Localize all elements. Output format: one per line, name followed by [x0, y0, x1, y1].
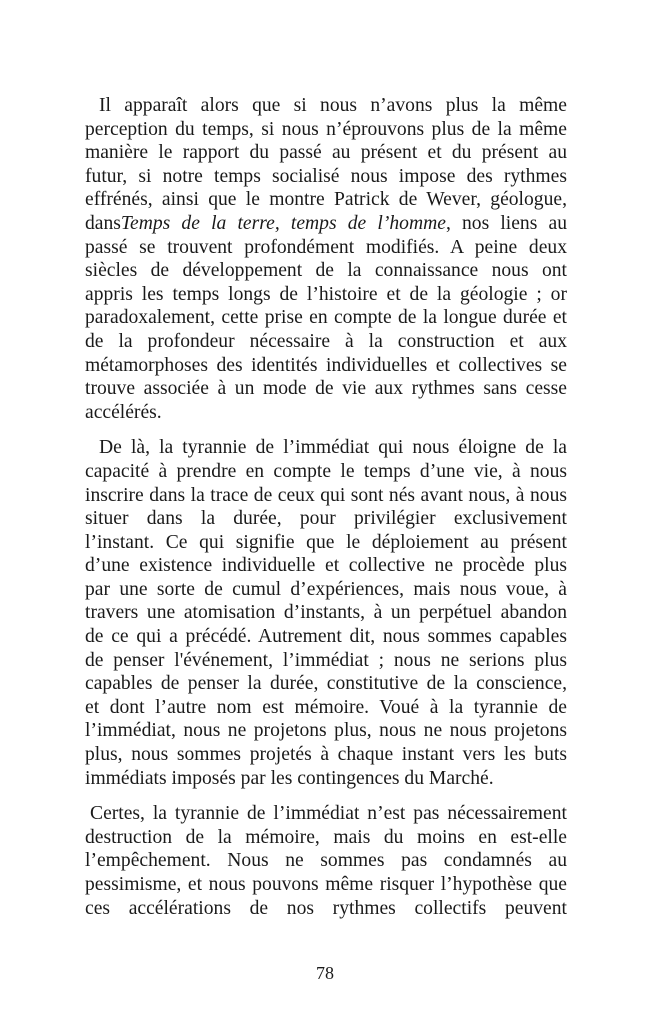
text-line: passé se trouvent profondément modifiés. A peine deux [85, 236, 567, 258]
text-line: de la profondeur nécessaire à la construction et aux [85, 330, 567, 352]
text-line: plus, nous sommes projetés à chaque instant vers les buts [85, 744, 567, 766]
text-line: effrénés, ainsi que le montre Patrick de Wever, géologue, [85, 189, 567, 211]
text-line: situer dans la durée, pour privilégier exclusivement [85, 508, 567, 530]
paragraph-1 [85, 94, 567, 424]
text-line: paradoxalement, cette prise en compte de la longue durée et [85, 307, 567, 329]
text-line: perception du temps, si nous n’éprouvons plus de la même [85, 118, 567, 140]
text-line: par une sorte de cumul d’expériences, mais nous voue, à [85, 578, 567, 600]
text-line: manière le rapport du passé au présent et du présent au [85, 142, 567, 164]
book-title: Temps de la terre, temps de l’homme [120, 212, 446, 234]
text-line: capables de penser la durée, constitutive de la conscience, [85, 673, 567, 695]
text-line: destruction de la mémoire, mais du moins en est-elle [85, 826, 567, 848]
text-line: d’une existence individuelle et collective ne procède plus [85, 555, 567, 577]
text-line: trouve associée à un mode de vie aux rythmes sans cesse [85, 378, 567, 400]
text-after-title: , nos liens au [445, 212, 567, 234]
text-line: et dont l’autre nom est mémoire. Voué à la tyrannie de [85, 696, 567, 718]
text-line: de ce qui a précédé. Autrement dit, nous sommes capables [85, 626, 567, 648]
text-line: Il apparaît alors que si nous n’avons plus la même [99, 95, 567, 116]
text-line: Certes, la tyrannie de l’immédiat n’est pas nécessairement [90, 803, 567, 825]
paragraph-3 [85, 802, 567, 920]
text-line: capacité à prendre en compte le temps d’une vie, à nous [85, 460, 567, 482]
text-line: inscrire dans la trace de ceux qui sont nés avant nous, à nous [85, 484, 567, 506]
text-line-with-title [85, 212, 567, 236]
text-line: De là, la tyrannie de l’immédiat qui nous éloigne de la [99, 437, 567, 459]
text-line: métamorphoses des identités individuelles et collectives se [85, 354, 567, 376]
text-line: l’empêchement. Nous ne sommes pas condamnés au [85, 850, 567, 872]
text-line: appris les temps longs de l’histoire et de la géologie ; or [85, 283, 567, 305]
page-number: 78 [316, 963, 334, 983]
text-line: ces accélérations de nos rythmes collectifs peuvent [85, 897, 567, 919]
text-before-title: dans [85, 212, 121, 234]
text-line: siècles de développement de la connaissance nous ont [85, 260, 567, 282]
text-line: travers une atomisation d’instants, à un perpétuel abandon [85, 602, 567, 624]
text-line: l’immédiat, nous ne projetons plus, nous ne nous projetons [85, 720, 567, 742]
text-line: immédiats imposés par les contingences du Marché. [85, 767, 494, 789]
text-line: accélérés. [85, 401, 162, 423]
text-line: l’instant. Ce qui signifie que le déploiement au présent [85, 531, 567, 553]
text-line: pessimisme, et nous pouvons même risquer l’hypothèse que [85, 874, 567, 895]
text-line: de penser l'événement, l’immédiat ; nous ne serions plus [85, 649, 567, 671]
page-body [85, 94, 567, 920]
paragraph-2 [85, 436, 567, 790]
text-line: futur, si notre temps socialisé nous impose des rythmes [85, 165, 567, 187]
